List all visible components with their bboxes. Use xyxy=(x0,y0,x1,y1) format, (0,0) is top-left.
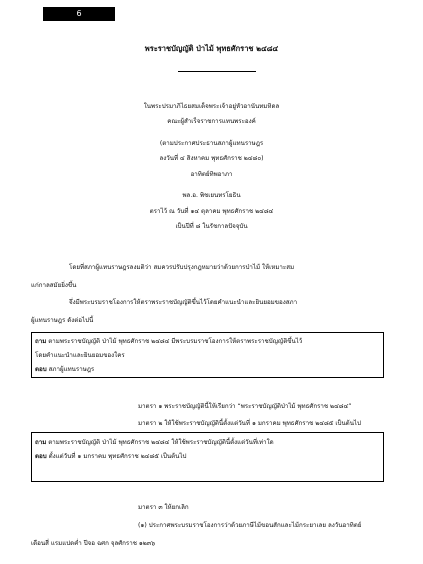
section-3-heading: มาตรา ๓ ให้ยกเลิก xyxy=(138,504,189,511)
answer-label: ตอบ xyxy=(35,453,47,460)
preamble-line: (ตามประกาศประธานสภาผู้แทนราษฎร xyxy=(159,140,264,147)
question-text: ตามพระราชบัญญัติ ป่าไม้ พุทธศักราช ๒๔๘๔ มีพระบรมราชโองการให้ตราพระราชบัญญัติขึ้นไว้ xyxy=(48,338,303,345)
qa-box-1 xyxy=(31,332,384,378)
body-paragraph-line: จึ่งมีพระบรมราชโองการให้ตราพระราชบัญญัติขึ้นไว้โดยคำแนะนำและยินยอมของสภา xyxy=(69,299,298,306)
question-text: ตามพระราชบัญญัติ ป่าไม้ พุทธศักราช ๒๔๘๔ ให้ใช้พระราชบัญญัตินี้ตั้งแต่วันที่เท่าใด xyxy=(48,439,274,446)
body-paragraph-line: แก่กาลสมัยยิ่งขึ้น xyxy=(31,282,77,289)
preamble-line: ในพระปรมาภิไธยสมเด็จพระเจ้าอยู่หัวอานันทมหิดล xyxy=(143,103,280,110)
title-underline xyxy=(178,71,256,72)
preamble-line: เป็นปีที่ ๘ ในรัชกาลปัจจุบัน xyxy=(175,223,248,230)
preamble-line: ตราไว้ ณ วันที่ ๑๔ ตุลาคม พุทธศักราช ๒๔๘๔ xyxy=(149,208,274,215)
section-2-text: มาตรา ๒ ให้ใช้พระราชบัญญัตินี้ตั้งแต่วันที่ ๑ มกราคม พุทธศักราช ๒๔๘๕ เป็นต้นไป xyxy=(138,420,361,427)
answer-text: ตั้งแต่วันที่ ๑ มกราคม พุทธศักราช ๒๔๘๕ เป็นต้นไป xyxy=(48,453,187,460)
document-title: พระราชบัญญัติ ป่าไม้ พุทธศักราช ๒๔๘๔ xyxy=(144,44,279,53)
section-3-item-line: (๑) ประกาศพระบรมราชโองการว่าด้วยภาษีไม้ขอนสักและไม้กระยาเลย ลงวันอาทิตย์ xyxy=(138,522,362,529)
answer-text: สภาผู้แทนราษฎร xyxy=(48,366,95,373)
qa-box-2 xyxy=(31,432,384,482)
answer-label: ตอบ xyxy=(35,366,47,373)
section-1-text: มาตรา ๑ พระราชบัญญัตินี้ให้เรียกว่า “พระราชบัญญัติป่าไม้ พุทธศักราช ๒๔๘๔” xyxy=(138,403,352,410)
preamble-line: ลงวันที่ ๔ สิงหาคม พุทธศักราช ๒๔๘๐) xyxy=(159,155,264,162)
page-number-badge: 6 xyxy=(43,7,115,21)
question-text-continued: โดยคำแนะนำและยินยอมของใคร xyxy=(35,352,125,359)
section-3-item-line: เดือนสี่ แรมแปดค่ำ ปีจอ ฉศก จุลศักราช ๑๒๓๖ xyxy=(31,540,156,547)
preamble-line: คณะผู้สำเร็จราชการแทนพระองค์ xyxy=(167,118,256,125)
preamble-line: พล.อ. พิชเยนทรโยธิน xyxy=(182,192,241,199)
body-paragraph-line: ผู้แทนราษฎร ดังต่อไปนี้ xyxy=(31,317,94,324)
question-label: ถาม xyxy=(35,338,47,345)
preamble-line: อาทิตย์ทิพอาภา xyxy=(190,171,233,178)
body-paragraph-line: โดยที่สภาผู้แทนราษฎรลงมติว่า สมควรปรับปรุงกฎหมายว่าด้วยการป่าไม้ ให้เหมาะสม xyxy=(69,264,295,271)
question-label: ถาม xyxy=(35,439,47,446)
